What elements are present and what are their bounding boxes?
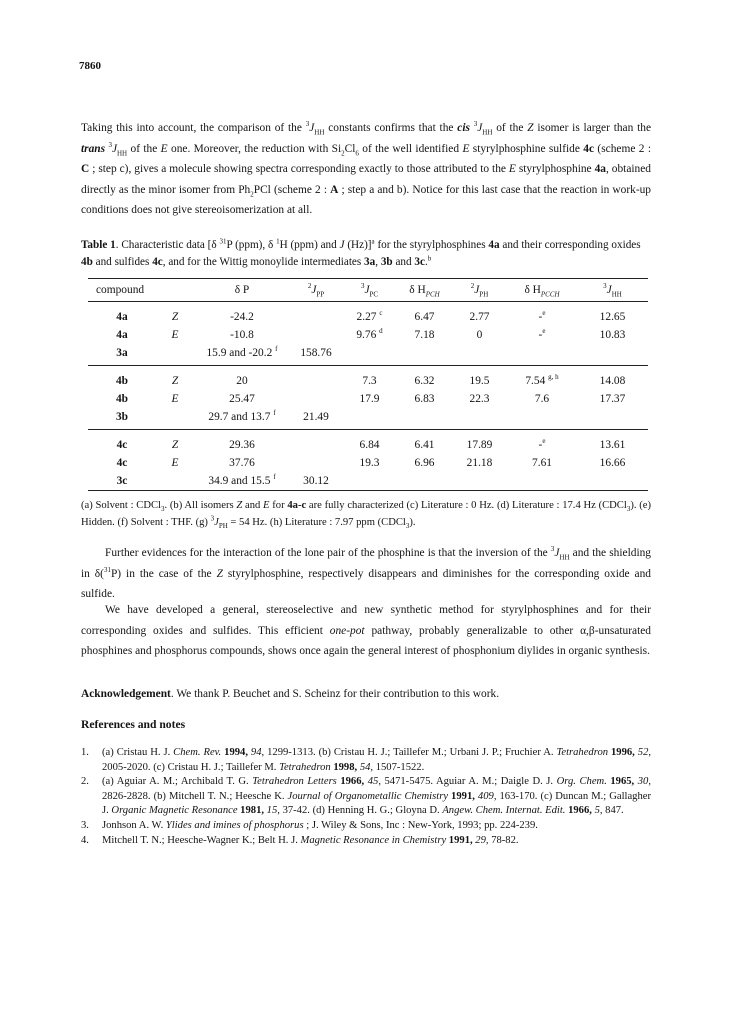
cell-jpp: 21.49 [290, 408, 342, 430]
table-caption: Table 1. Characteristic data [δ $^{31}$P (ppm), δ $^1$H (ppm) and J (Hz)]$^a$ for the styrylphosphines 4a and their corresponding oxides 4b and sulfides 4c, and for the Wittig monoylide intermediates 3a, 3b and 3c.$^b$ [81, 237, 641, 268]
cell-jpp [290, 366, 342, 391]
cell-isomer: Z [171, 311, 179, 323]
cell-hpch: 6.32 [414, 375, 435, 387]
cell-hpch: 6.96 [414, 457, 435, 469]
table-row [88, 366, 648, 391]
cell-jpp [290, 302, 342, 327]
references-heading: References and notes [81, 718, 186, 731]
cell-delta-p: 25.47 [229, 393, 255, 405]
cell-isomer: E [171, 329, 179, 341]
page-number: 7860 [79, 60, 101, 72]
cell-hpcch: 7.6 [534, 393, 550, 405]
header-jpc: $^3J_{PC}$ [342, 279, 397, 302]
table-header-row [88, 279, 648, 302]
cell-isomer: Z [171, 439, 179, 451]
characteristic-data-table [88, 278, 648, 491]
cell-jpc: 2.27 $^c$ [356, 309, 383, 323]
cell-jph [452, 344, 507, 366]
cell-jph [452, 408, 507, 430]
table-row [88, 408, 648, 430]
cell-hpcch: -$^e$ [538, 327, 546, 341]
cell-hpcch [507, 408, 577, 430]
cell-hpcch: -$^e$ [538, 437, 546, 451]
cell-jpp [290, 390, 342, 408]
cell-jhh: 14.08 [599, 375, 626, 387]
cell-jpc [342, 408, 397, 430]
cell-jhh: 13.61 [599, 439, 626, 451]
table-row [88, 430, 648, 455]
cell-hpch: 7.18 [414, 329, 435, 341]
cell-hpcch: 7.54 $^{g, h}$ [525, 373, 559, 387]
cell-jhh: 17.37 [599, 393, 626, 405]
paragraph-evidence: Further evidences for the interaction of the lone pair of the phosphine is that the inversion of the $^3J_{HH}$ and the shielding in δ($^{31}$P) in the case of the Z styrylphosphine, respectively disappears and diminishes for the corresponding oxide and sulfide. [81, 545, 652, 600]
table-row [88, 344, 648, 366]
cell-compound: 4b [115, 375, 129, 387]
header-jph: $^2J_{PH}$ [452, 279, 507, 302]
cell-delta-p: 29.7 and 13.7 $^f$ [194, 408, 290, 430]
cell-compound: 3a [88, 344, 156, 366]
cell-delta-p: 20 [236, 375, 248, 387]
table-row [88, 326, 648, 344]
cell-jpp [290, 326, 342, 344]
paragraph-conclusion: We have developed a general, stereoselective and new synthetic method for styrylphosphines and for their corresponding oxides and sulfides. This efficient one-pot pathway, probably generalizable to other α,β-unsaturated phosphines and phosphorus compounds, shows once again the general interest of phosphonium diylides in organic synthesis. [81, 604, 652, 657]
cell-compound: 4a [116, 329, 128, 341]
cell-delta-p: 37.76 [229, 457, 255, 469]
paragraph-intro: Taking this into account, the comparison of the $^3J_{HH}$ constants confirms that the cis $^3J_{HH}$ of the Z isomer is larger than the trans $^3J_{HH}$ of the E one. Moreover, the reduction with $Si_2Cl_6$ of the well identified E styrylphosphine sulfide 4c (scheme 2 : C ; step c), gives a molecule showing spectra corresponding exactly to those attributed to the E styrylphosphine 4a, obtained directly as the minor isomer from $Ph_2PCl$ (scheme 2 : A ; step a and b). Notice for this last case that the reaction in work-up conditions does not give stereoisomerization at all. [81, 120, 652, 216]
cell-hpcch [507, 472, 577, 491]
cell-jpp: 158.76 [290, 344, 342, 366]
cell-compound: 4c [116, 457, 128, 469]
cell-hpch [397, 408, 452, 430]
cell-compound: 4b [115, 393, 129, 405]
cell-delta-p: -24.2 [230, 311, 254, 323]
cell-isomer [156, 344, 194, 366]
cell-jhh: 12.65 [599, 311, 626, 323]
header-delta-hpch: δ $H_{PCH}$ [397, 279, 452, 302]
cell-hpcch [507, 344, 577, 366]
cell-hpch: 6.83 [414, 393, 435, 405]
cell-jhh: 16.66 [599, 457, 626, 469]
cell-delta-p: 15.9 and -20.2 $^f$ [194, 344, 290, 366]
cell-jpc: 6.84 [359, 439, 380, 451]
cell-jpc [342, 344, 397, 366]
cell-hpch [397, 472, 452, 491]
cell-jhh [577, 344, 648, 366]
cell-isomer: Z [171, 375, 179, 387]
cell-jph: 2.77 [469, 311, 490, 323]
cell-jph: 19.5 [469, 375, 490, 387]
cell-jph: 0 [476, 329, 483, 341]
table-row [88, 302, 648, 327]
cell-isomer [156, 408, 194, 430]
cell-jpp [290, 430, 342, 455]
cell-jpc: 7.3 [362, 375, 377, 387]
reference-item: 3. Jonhson A. W. Ylides and imines of phosphorus ; J. Wiley & Sons, Inc : New-York, 1993; pp. 224-239. [81, 819, 538, 831]
cell-jhh [577, 472, 648, 491]
header-compound: compound [88, 279, 194, 302]
header-jpp: $^2J_{PP}$ [290, 279, 342, 302]
cell-jpp: 30.12 [290, 472, 342, 491]
cell-hpcch: -$^e$ [538, 309, 546, 323]
table-row [88, 390, 648, 408]
cell-jpc: 9.76 $^d$ [356, 327, 383, 341]
table-row [88, 472, 648, 491]
cell-compound: 3c [88, 472, 156, 491]
cell-jph: 21.18 [466, 457, 493, 469]
header-delta-hpcch: δ $H_{PCCH}$ [507, 279, 577, 302]
cell-jhh [577, 408, 648, 430]
reference-item: 2. (a) Aguiar A. M.; Archibald T. G. Tetrahedron Letters 1966, 45, 5471-5475. Aguiar A. M.; Daigle D. J. Org. Chem. 1965, 30, 2826-2828. (b) Mitchell T. N.; Heesche K. Journal of Organometallic Chemistry 1991, 409, 163-170. (c) Duncan M.; Gallagher J. Organic Magnetic Resonance 1981, 15, 37-42. (d) Henning H. G.; Gloyna D. Angew. Chem. Internat. Edit. 1966, 5, 847. [81, 776, 652, 817]
cell-delta-p: 29.36 [229, 439, 255, 451]
cell-jpp [290, 454, 342, 472]
cell-jph: 22.3 [469, 393, 490, 405]
cell-compound: 3b [88, 408, 156, 430]
cell-jhh: 10.83 [599, 329, 626, 341]
cell-delta-p: -10.8 [230, 329, 254, 341]
acknowledgement: Acknowledgement. We thank P. Beuchet and S. Scheinz for their contribution to this work. [81, 688, 500, 700]
references-list [81, 746, 651, 848]
header-delta-p: δ P [194, 279, 290, 302]
cell-jph [452, 472, 507, 491]
cell-hpcch: 7.61 [532, 457, 552, 469]
reference-item: 4. Mitchell T. N.; Heesche-Wagner K.; Belt H. J. Magnetic Resonance in Chemistry 1991, 29, 78-82. [81, 834, 519, 846]
cell-jpc [342, 472, 397, 491]
cell-compound: 4c [116, 439, 128, 451]
cell-isomer: E [171, 457, 179, 469]
cell-isomer: E [171, 393, 179, 405]
cell-jph: 17.89 [466, 439, 493, 451]
cell-jpc: 19.3 [359, 457, 380, 469]
cell-delta-p: 34.9 and 15.5 $^f$ [194, 472, 290, 491]
cell-hpch: 6.47 [414, 311, 435, 323]
cell-jpc: 17.9 [359, 393, 380, 405]
table-row [88, 454, 648, 472]
cell-compound: 4a [116, 311, 128, 323]
cell-hpch [397, 344, 452, 366]
table-footnotes: (a) Solvent : CDCl$_3$. (b) All isomers Z and E for 4a-c are fully characterized (c) Literature : 0 Hz. (d) Literature : 17.4 Hz (CDCl$_3$). (e) Hidden. (f) Solvent : THF. (g) $^3J_{PH} = 54$ Hz. (h) Literature : 7.97 ppm (CDCl$_3$). [81, 500, 651, 531]
header-jhh: $^3J_{HH}$ [577, 279, 648, 302]
cell-hpch: 6.41 [414, 439, 435, 451]
reference-item: 1. (a) Cristau H. J. Chem. Rev. 1994, 94, 1299-1313. (b) Cristau H. J.; Taillefer M.; Urbani J. P.; Fruchier A. Tetrahedron 1996, 52, 2005-2020. (c) Cristau H. J.; Taillefer M. Tetrahedron 1998, 54, 1507-1522. [81, 747, 652, 773]
cell-isomer [156, 472, 194, 491]
